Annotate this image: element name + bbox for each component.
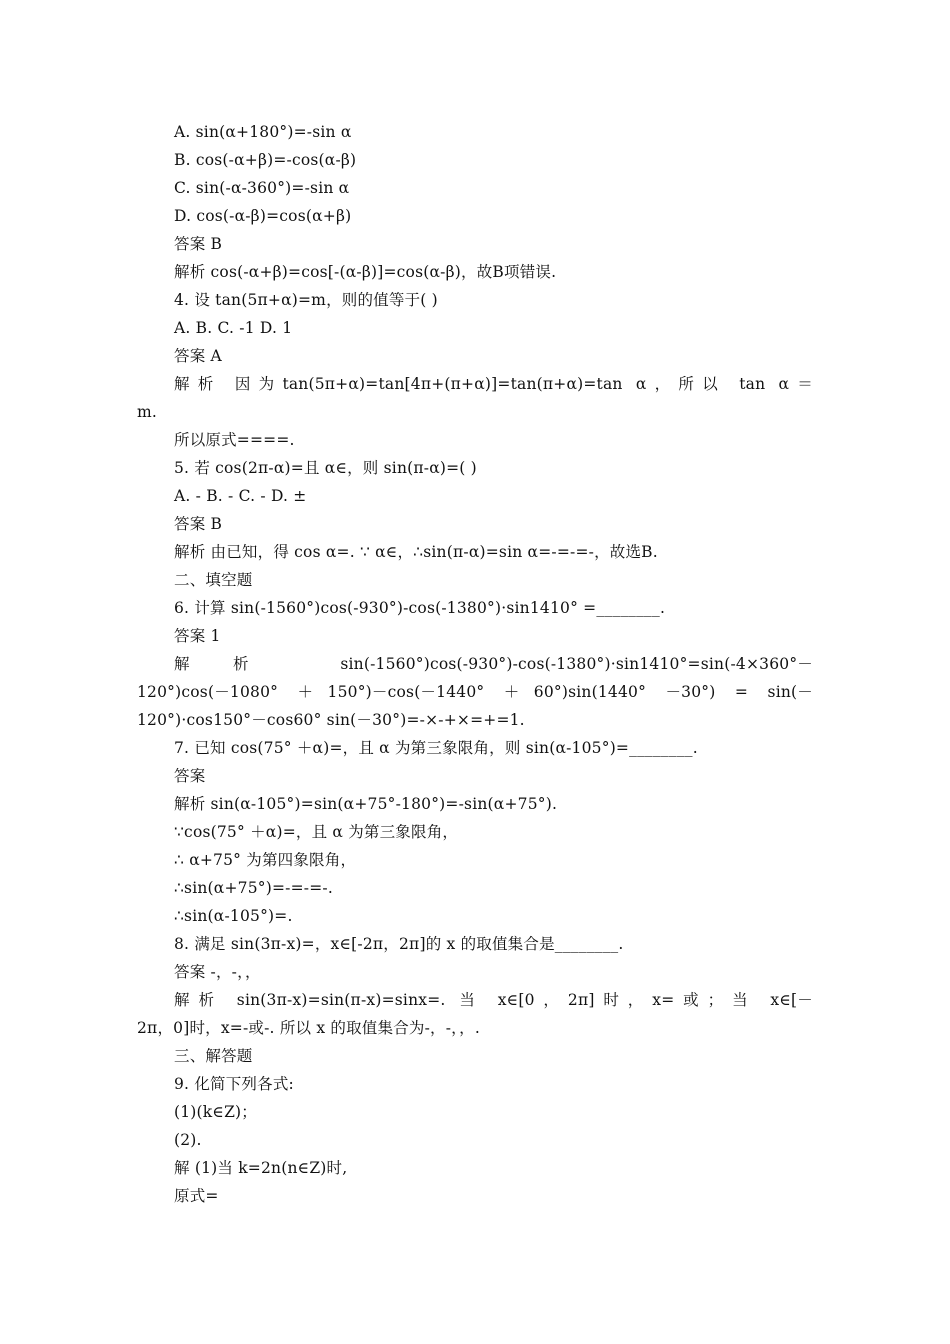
text-line: 解析 sin(-1560°)cos(-930°)-cos(-1380°)·sin1410°=sin(-4×360°－	[174, 655, 813, 673]
text-line: 120°)cos(－1080° ＋150°)－cos(－1440° ＋60°)sin(1440° －30°) = sin(－	[137, 683, 813, 701]
text-line: 解析 由已知，得 cos α=. ∵ α∈，∴sin(π-α)=sin α=-=-=-，故选B.	[174, 543, 658, 561]
text-line: 2π，0]时，x=-或-. 所以 x 的取值集合为-，-，，.	[137, 1019, 480, 1037]
text-line: 答案 B	[174, 515, 223, 533]
text-line: 解析 sin(α-105°)=sin(α+75°-180°)=-sin(α+75°).	[174, 795, 558, 813]
text-line: 7. 已知 cos(75° ＋α)=，且 α 为第三象限角，则 sin(α-105°)=________.	[174, 739, 698, 757]
text-line: C. sin(-α-360°)=-sin α	[174, 179, 350, 197]
text-line: ∴sin(α+75°)=-=-=-.	[174, 879, 333, 897]
text-line: ∴ α+75° 为第四象限角，	[174, 851, 357, 869]
text-line: 解 (1)当 k=2n(n∈Z)时,	[174, 1159, 348, 1177]
text-line: 答案 -，-，，	[174, 963, 261, 981]
text-line: 120°)·cos150°－cos60° sin(－30°)=-×-+×=+=1.	[137, 711, 525, 729]
text-line: A. - B. - C. - D. ±	[174, 487, 307, 505]
text-line: B. cos(-α+β)=-cos(α-β)	[174, 151, 357, 169]
text-line: A. B. C. -1 D. 1	[174, 319, 293, 337]
text-line: 所以原式====.	[174, 431, 295, 449]
text-line: D. cos(-α-β)=cos(α+β)	[174, 207, 352, 225]
text-line: 解析 因为tan(5π+α)=tan[4π+(π+α)]=tan(π+α)=tan α，所以 tan α＝	[174, 375, 813, 393]
text-line: 答案	[174, 767, 206, 785]
text-line: 二、填空题	[174, 571, 253, 589]
text-line: A. sin(α+180°)=-sin α	[174, 123, 352, 141]
text-line: 9. 化简下列各式:	[174, 1075, 294, 1093]
text-line: 5. 若 cos(2π-α)=且 α∈，则 sin(π-α)=( )	[174, 459, 477, 477]
text-line: 4. 设 tan(5π+α)=m，则的值等于( )	[174, 291, 438, 309]
text-line: 解析 cos(-α+β)=cos[-(α-β)]=cos(α-β)，故B项错误.	[174, 263, 557, 281]
text-line: 6. 计算 sin(-1560°)cos(-930°)-cos(-1380°)·sin1410° =________.	[174, 599, 666, 617]
text-line: 解析 sin(3π-x)=sin(π-x)=sinx=. 当 x∈[0，2π]时，x=或；当 x∈[－	[174, 991, 813, 1009]
text-line: 答案 B	[174, 235, 223, 253]
text-line: ∴sin(α-105°)=.	[174, 907, 293, 925]
text-line: (2).	[174, 1131, 202, 1149]
text-line: 原式=	[174, 1187, 219, 1205]
text-line: ∵cos(75° ＋α)=，且 α 为第三象限角，	[174, 823, 459, 841]
text-line: 8. 满足 sin(3π-x)=，x∈[-2π，2π]的 x 的取值集合是________.	[174, 935, 624, 953]
text-line: 三、解答题	[174, 1047, 253, 1065]
text-line: (1)(k∈Z)；	[174, 1103, 257, 1121]
text-line: 答案 1	[174, 627, 221, 645]
text-line: m.	[137, 403, 158, 421]
text-line: 答案 A	[174, 347, 222, 365]
